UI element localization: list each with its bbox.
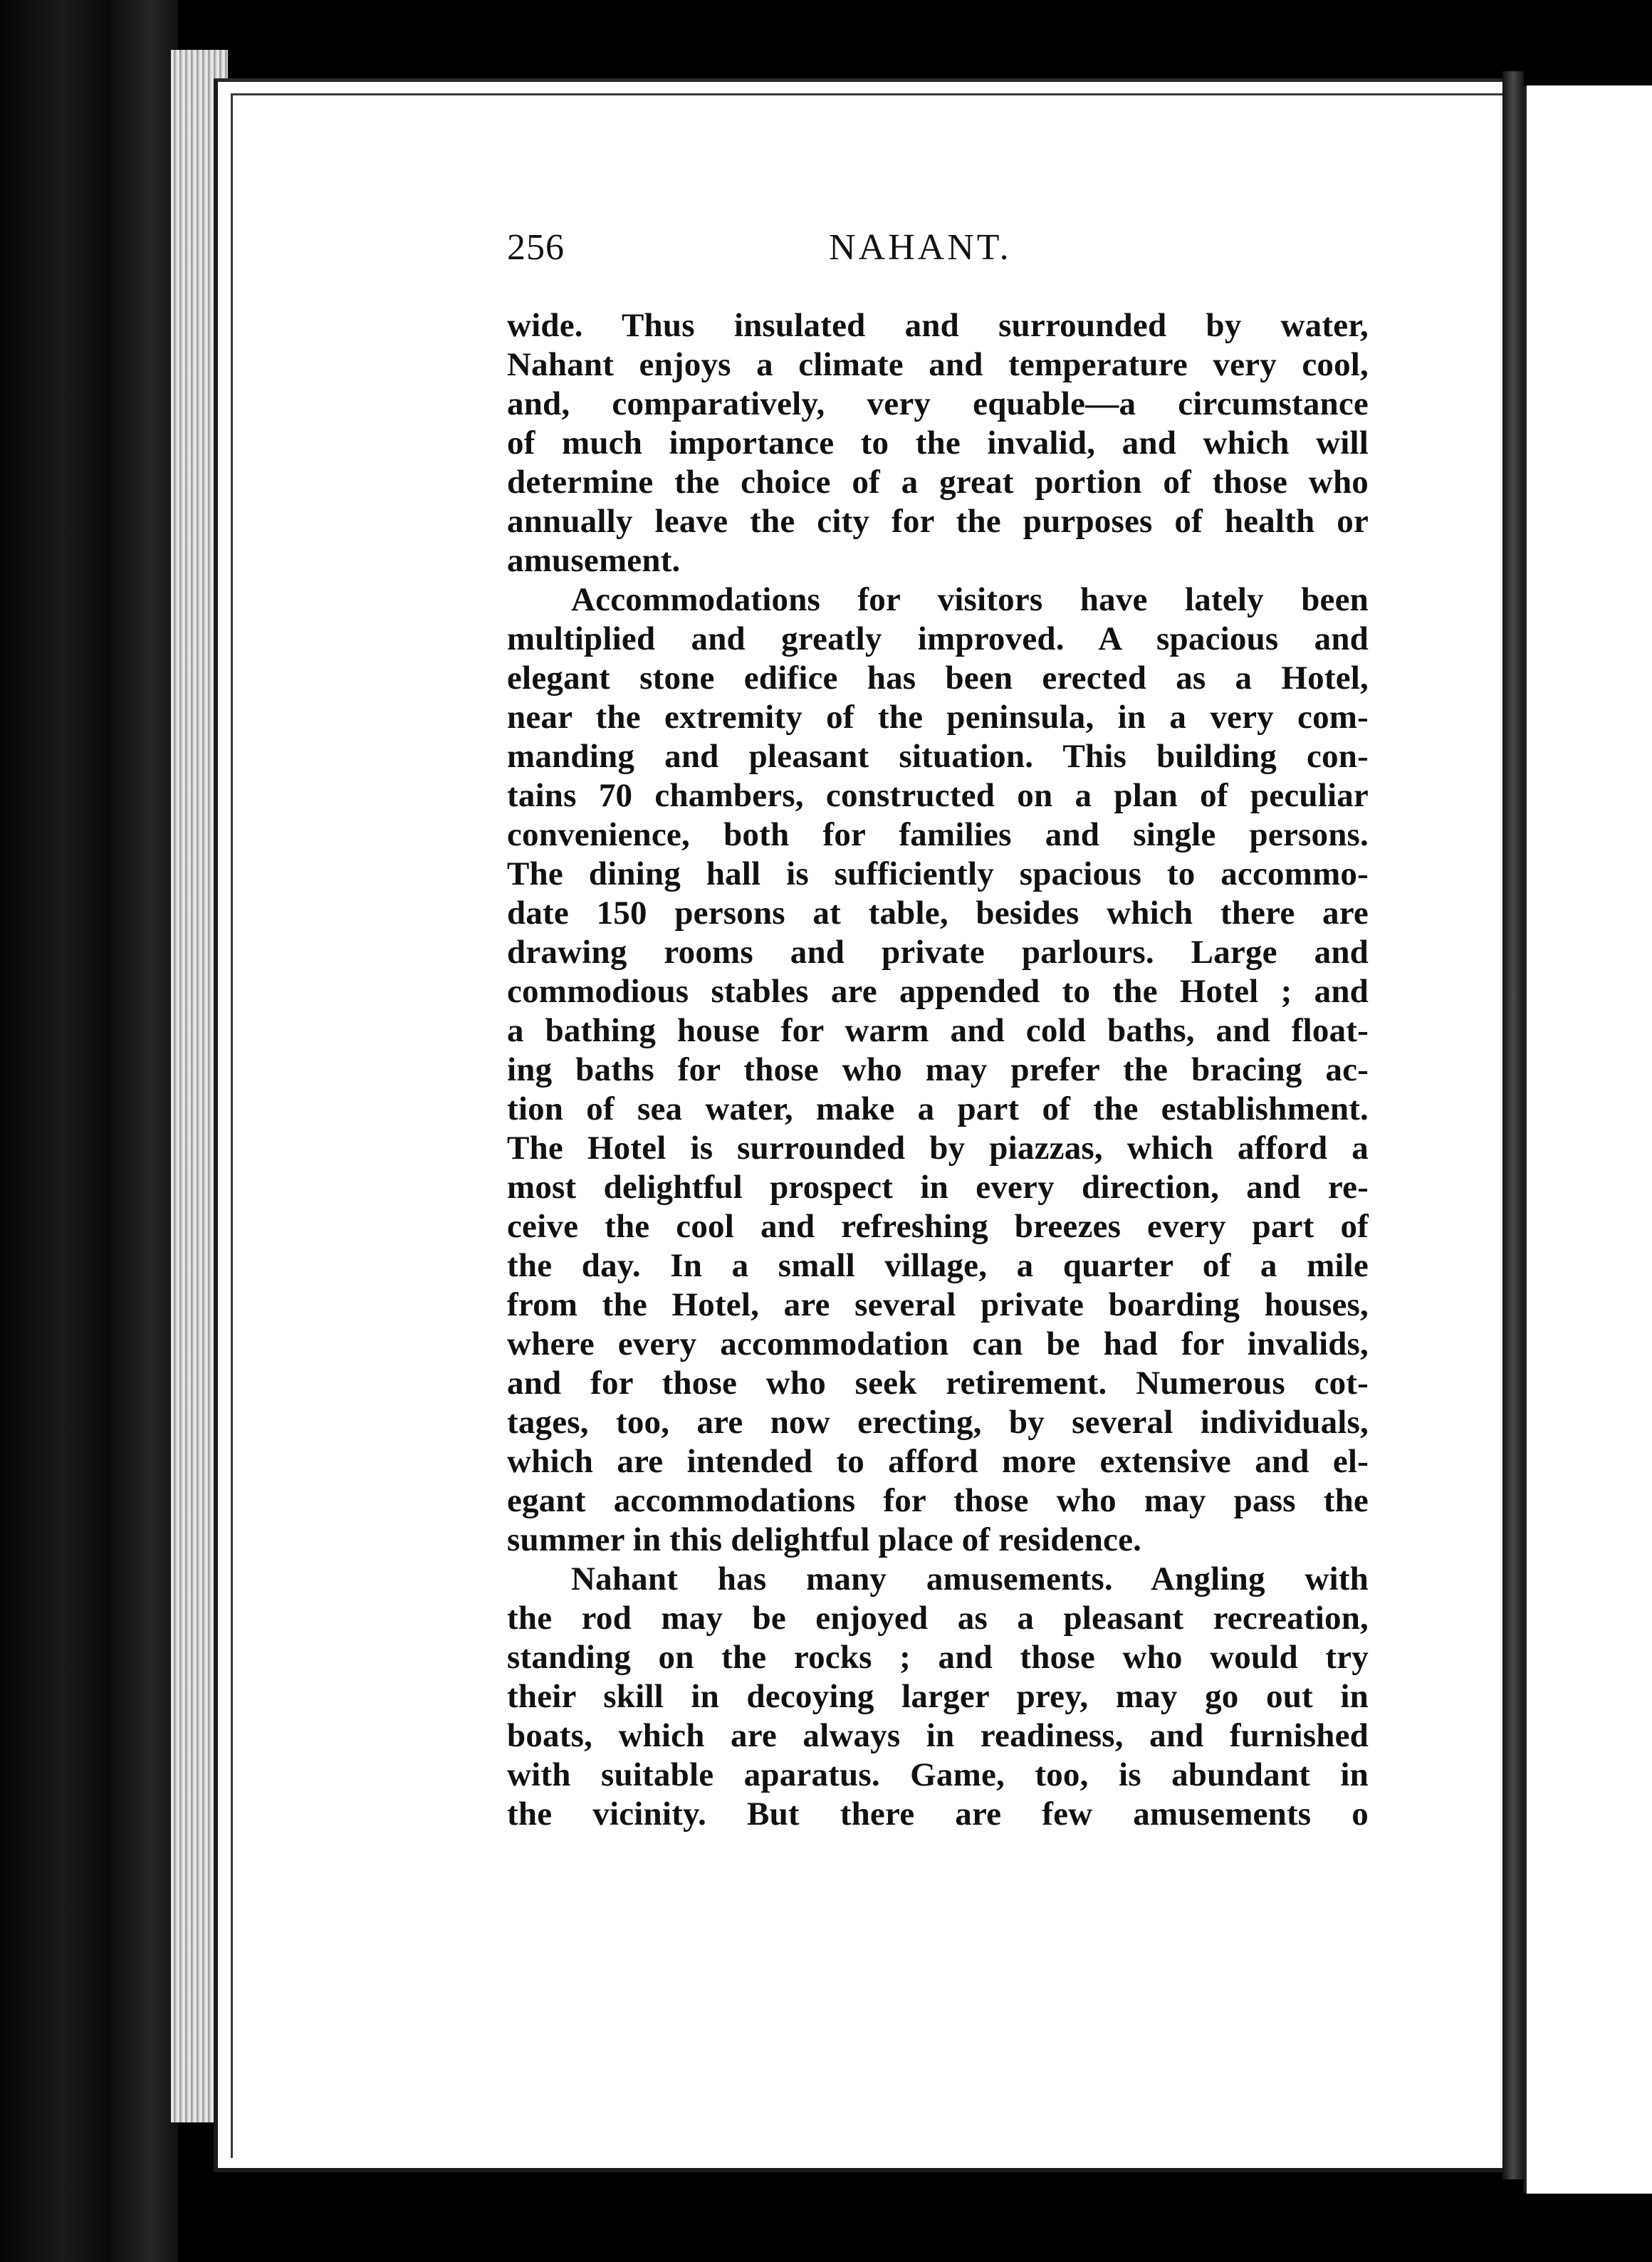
text-line: commodious stables are appended to the Hotel ; and — [507, 973, 1369, 1010]
text-line: wide. Thus insulated and surrounded by water, — [507, 307, 1369, 344]
body-text — [507, 306, 1369, 1834]
text-line: boats, which are always in readiness, and furnished — [507, 1717, 1369, 1754]
page-number: 256 — [507, 227, 565, 268]
text-line: most delightful prospect in every direction, and re- — [507, 1169, 1369, 1206]
text-line: standing on the rocks ; and those who would try — [507, 1639, 1369, 1676]
text-line: and for those who seek retirement. Numerous cot- — [507, 1365, 1369, 1402]
text-line: the vicinity. But there are few amusements o — [507, 1795, 1369, 1833]
text-line: with suitable aparatus. Game, too, is abundant in — [507, 1756, 1369, 1793]
text-line: where every accommodation can be had for invalids, — [507, 1325, 1369, 1362]
text-line: ing baths for those who may prefer the bracing ac- — [507, 1051, 1369, 1088]
text-line: the day. In a small village, a quarter of a mile — [507, 1247, 1369, 1284]
text-line: the rod may be enjoyed as a pleasant recreation, — [507, 1600, 1369, 1637]
text-line: from the Hotel, are several private boarding houses, — [507, 1286, 1369, 1323]
text-line: ceive the cool and refreshing breezes every part of — [507, 1208, 1369, 1245]
text-line: amusement. — [507, 542, 681, 579]
text-line: manding and pleasant situation. This building con- — [507, 738, 1369, 775]
text-line: determine the choice of a great portion of those who — [507, 464, 1369, 501]
text-line: tion of sea water, make a part of the establishment. — [507, 1090, 1369, 1127]
running-head — [507, 226, 1361, 269]
text-line: multiplied and greatly improved. A spacious and — [507, 620, 1369, 657]
paragraph-start-line: Accommodations for visitors have lately been — [571, 581, 1369, 618]
text-line: annually leave the city for the purposes of health or — [507, 503, 1369, 540]
paragraph-start-line: Nahant has many amusements. Angling with — [571, 1560, 1369, 1598]
text-line: near the extremity of the peninsula, in a very com- — [507, 699, 1369, 736]
text-line: which are intended to afford more extensive and el- — [507, 1443, 1369, 1480]
text-line: Nahant enjoys a climate and temperature very cool, — [507, 346, 1369, 383]
text-line: their skill in decoying larger prey, may go out in — [507, 1678, 1369, 1715]
text-line: tages, too, are now erecting, by several individuals, — [507, 1404, 1369, 1441]
text-line: elegant stone edifice has been erected as a Hotel, — [507, 660, 1369, 697]
text-line: drawing rooms and private parlours. Large and — [507, 934, 1369, 971]
text-line: of much importance to the invalid, and which will — [507, 424, 1369, 462]
text-line: summer in this delightful place of residence. — [507, 1521, 1142, 1558]
text-line: egant accommodations for those who may pass the — [507, 1482, 1369, 1519]
text-line: The Hotel is surrounded by piazzas, which afford a — [507, 1130, 1369, 1167]
text-line: a bathing house for warm and cold baths, and float- — [507, 1012, 1369, 1049]
text-line: tains 70 chambers, constructed on a plan of peculiar — [507, 777, 1369, 814]
text-line: convenience, both for families and single persons. — [507, 816, 1369, 853]
running-title: NAHANT. — [829, 227, 1012, 268]
text-line: and, comparatively, very equable—a circumstance — [507, 385, 1369, 422]
text-line: date 150 persons at table, besides which there are — [507, 895, 1369, 932]
book-spine — [0, 0, 178, 2262]
text-line: The dining hall is sufficiently spacious to accommo- — [507, 855, 1369, 892]
facing-page — [1524, 85, 1652, 2194]
book-gutter — [1502, 71, 1524, 2179]
